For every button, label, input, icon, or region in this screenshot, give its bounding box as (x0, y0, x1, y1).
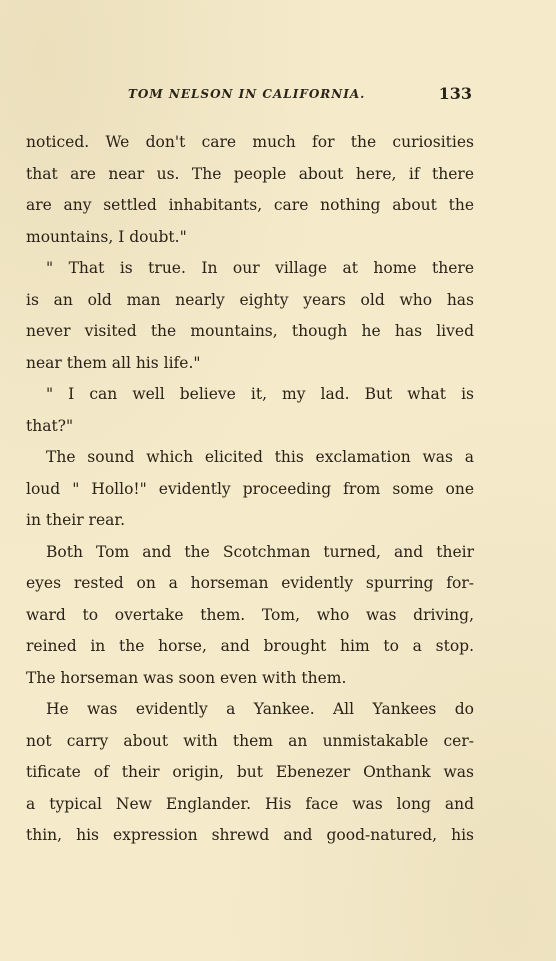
text-line: Both Tom and the Scotchman turned, and their (46, 542, 474, 561)
page-number: 133 (438, 84, 472, 103)
text-line: in their rear. (26, 511, 126, 529)
text-line: He was evidently a Yankee. All Yankees do (46, 700, 474, 718)
text-line: near them all his life." (26, 353, 201, 372)
text-line: The sound which elicited this exclamation was a (46, 448, 474, 466)
running-title: TOM NELSON IN CALIFORNIA. (128, 87, 366, 101)
text-line: that?" (26, 416, 74, 435)
text-line: ward to overtake them. Tom, who was driving, (26, 605, 474, 624)
text-line: are any settled inhabitants, care nothing about the (26, 196, 474, 214)
text-line: is an old man nearly eighty years old who has (26, 290, 474, 309)
text-line: eyes rested on a horseman evidently spurring for- (26, 574, 474, 592)
body-text (26, 127, 474, 852)
text-line: tificate of their origin, but Ebenezer Onthank was (26, 763, 474, 781)
text-line: loud " Hollo!" evidently proceeding from some one (26, 479, 474, 498)
text-line: thin, his expression shrewd and good-natured, his (26, 826, 474, 844)
text-line: The horseman was soon even with them. (26, 668, 347, 687)
text-line: that are near us. The people about here, if there (26, 164, 474, 183)
text-line: a typical New Englander. His face was long and (26, 794, 474, 813)
text-line: noticed. We don't care much for the curiosities (26, 133, 474, 151)
text-line: reined in the horse, and brought him to a stop. (26, 637, 474, 655)
text-line: mountains, I doubt." (26, 227, 187, 246)
text-line: never visited the mountains, though he has lived (26, 322, 474, 340)
text-line: not carry about with them an unmistakable cer- (26, 731, 474, 750)
text-line: " I can well believe it, my lad. But what is (46, 385, 474, 403)
text-line: " That is true. In our village at home there (46, 259, 474, 277)
running-head (26, 84, 474, 108)
